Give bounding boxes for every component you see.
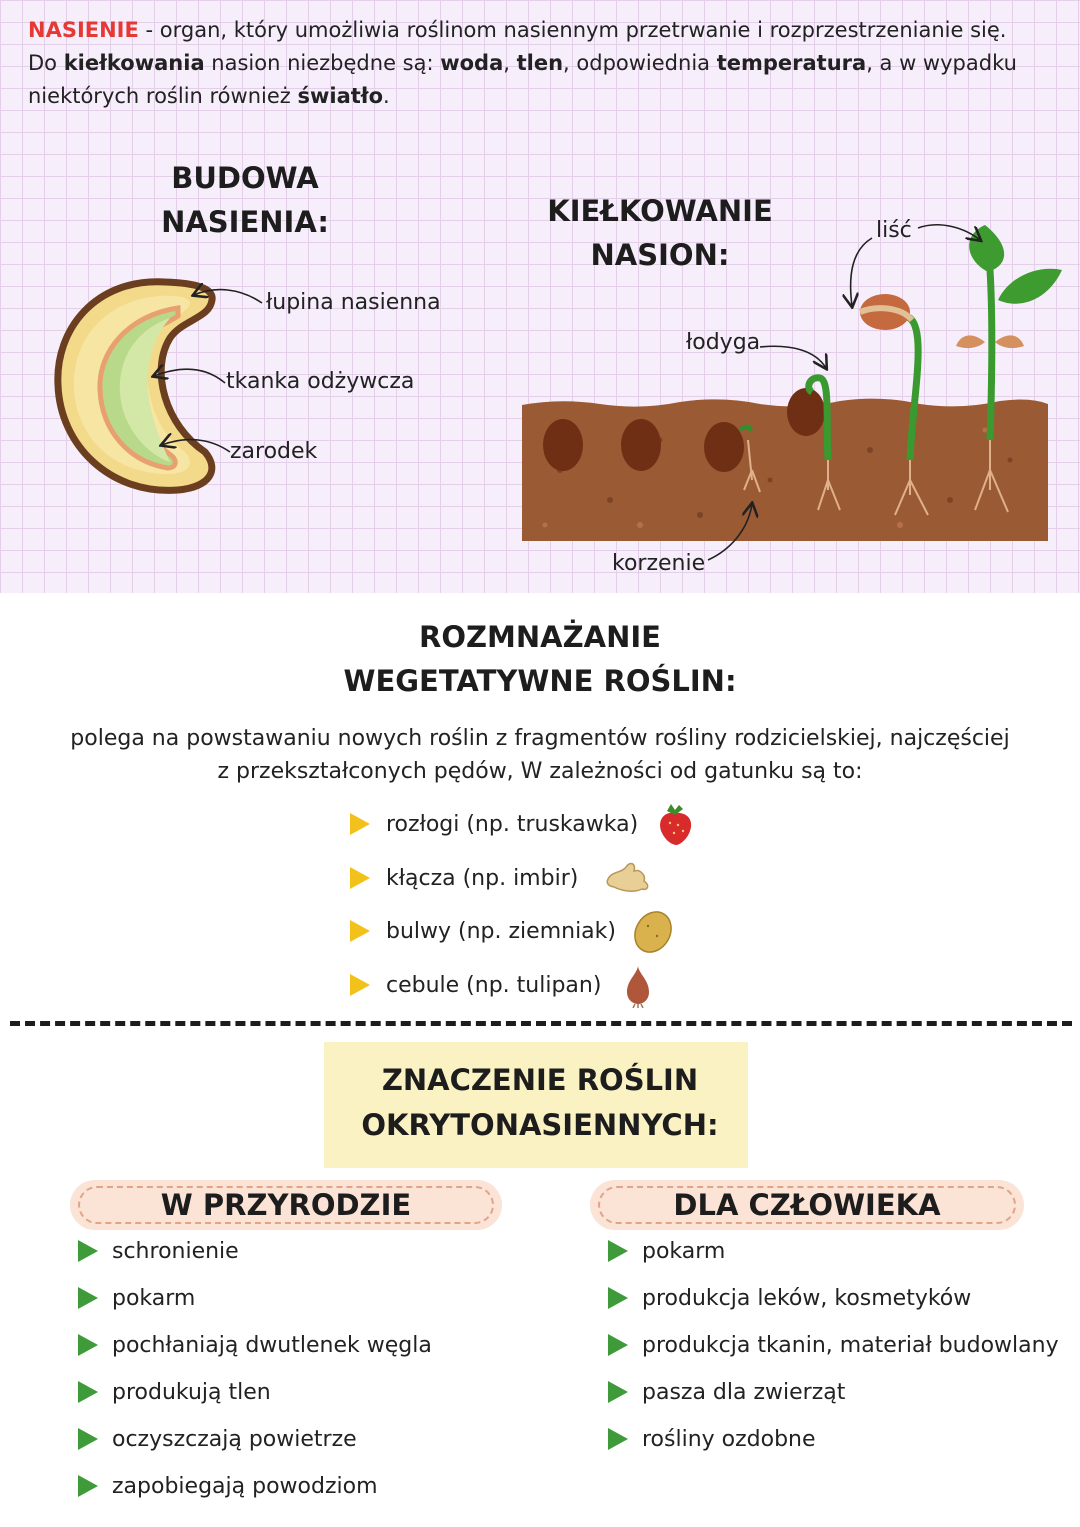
list-item <box>78 1231 239 1271</box>
intro-text: nasion niezbędne są: <box>204 51 441 75</box>
bean-2 <box>621 419 661 471</box>
intro-text: , odpowiednia <box>563 51 717 75</box>
list-item-label: rośliny ozdobne <box>642 1426 816 1452</box>
list-item <box>78 1466 378 1506</box>
kielkowanie-title-line1: KIEŁKOWANIE <box>547 194 773 228</box>
list-item-label: produkcja tkanin, materiał budowlany <box>642 1332 1059 1358</box>
budowa-title <box>145 156 345 244</box>
bullet-arrow-icon <box>608 1240 628 1262</box>
list-item-label: produkcja leków, kosmetyków <box>642 1285 972 1311</box>
arrow-lisc-1 <box>851 238 872 306</box>
bullet-arrow-icon <box>78 1334 98 1356</box>
budowa-title-line1: BUDOWA <box>171 161 319 195</box>
label-zarodek: zarodek <box>230 439 318 464</box>
wegetatywne-title-line2: WEGETATYWNE ROŚLIN: <box>343 664 737 698</box>
label-lisc: liść <box>876 218 912 243</box>
list-item <box>608 1325 1059 1365</box>
list-item <box>608 1231 725 1271</box>
list-item-label: rozłogi (np. truskawka) <box>386 811 639 837</box>
przyroda-title: W PRZYRODZIE <box>160 1188 412 1222</box>
list-item-label: bulwy (np. ziemniak) <box>386 918 616 944</box>
intro-bold-tlen: tlen <box>516 51 564 75</box>
list-item <box>78 1419 357 1459</box>
znaczenie-title-line2: OKRYTONASIENNYCH: <box>361 1108 719 1142</box>
description-line1: polega na powstawaniu nowych roślin z fragmentów rośliny rodzicielskiej, najczęściej <box>70 726 1010 751</box>
list-item-label: schronienie <box>112 1238 239 1264</box>
intro-line1-rest: - organ, który umożliwia roślinom nasiennym przetrwanie i rozprzestrzenianie się. <box>138 18 1007 42</box>
intro-text: , <box>503 51 517 75</box>
list-item-label: pokarm <box>112 1285 196 1311</box>
label-lodyga: łodyga <box>686 330 761 355</box>
label-tkanka: tkanka odżywcza <box>226 369 415 394</box>
illustrations <box>0 0 1080 593</box>
budowa-title-line2: NASIENIA: <box>161 205 329 239</box>
label-korzenie: korzenie <box>612 551 706 576</box>
znaczenie-title <box>324 1058 756 1148</box>
list-item <box>350 965 661 1005</box>
list-item <box>350 858 662 898</box>
list-item-label: produkują tlen <box>112 1379 271 1405</box>
description-line2: z przekształconych pędów, W zależności od gatunku są to: <box>217 759 863 784</box>
bullet-arrow-icon <box>78 1475 98 1497</box>
list-item-label: zapobiegają powodziom <box>112 1473 378 1499</box>
kielkowanie-title-line2: NASION: <box>590 238 730 272</box>
list-item <box>78 1278 195 1318</box>
list-item <box>78 1325 432 1365</box>
wegetatywne-title <box>0 615 1080 703</box>
label-lupina: łupina nasienna <box>266 290 441 315</box>
intro-text: niektórych roślin również <box>28 84 298 108</box>
list-item-label: pochłaniają dwutlenek węgla <box>112 1332 432 1358</box>
wegetatywne-description <box>40 722 1040 788</box>
znaczenie-title-line1: ZNACZENIE ROŚLIN <box>381 1063 699 1097</box>
strawberry-icon <box>652 801 698 847</box>
ginger-icon <box>592 855 662 901</box>
bullet-arrow-icon <box>608 1334 628 1356</box>
potato-icon <box>630 908 676 954</box>
list-item-label: kłącza (np. imbir) <box>386 865 579 891</box>
bullet-arrow-icon <box>608 1381 628 1403</box>
list-item <box>350 911 676 951</box>
list-item <box>608 1419 816 1459</box>
bullet-arrow-icon <box>78 1381 98 1403</box>
kielkowanie-title <box>530 189 790 277</box>
list-item-label: pasza dla zwierząt <box>642 1379 846 1405</box>
seed-diagram <box>58 282 212 491</box>
bullet-arrow-icon <box>350 974 370 996</box>
bullet-arrow-icon <box>608 1428 628 1450</box>
bullet-arrow-icon <box>78 1428 98 1450</box>
przyroda-header <box>70 1180 502 1230</box>
list-item <box>78 1372 271 1412</box>
list-item-label: cebule (np. tulipan) <box>386 972 602 998</box>
intro-bold-kielkowania: kiełkowania <box>63 51 205 75</box>
bullet-arrow-icon <box>350 920 370 942</box>
list-item-label: pokarm <box>642 1238 726 1264</box>
section-divider <box>10 1021 1072 1026</box>
bullet-arrow-icon <box>350 813 370 835</box>
intro-bold-woda: woda <box>440 51 504 75</box>
wegetatywne-title-line1: ROZMNAŻANIE <box>419 620 661 654</box>
intro-bold-temperatura: temperatura <box>716 51 867 75</box>
bullet-arrow-icon <box>78 1287 98 1309</box>
intro-text: Do <box>28 51 64 75</box>
intro-term: NASIENIE <box>28 18 139 42</box>
list-item <box>350 804 698 844</box>
arrow-lodyga <box>760 346 826 368</box>
bean-1 <box>543 419 583 471</box>
intro-text: . <box>383 84 390 108</box>
list-item <box>608 1278 971 1318</box>
intro-text: , a w wypadku <box>866 51 1017 75</box>
czlowiek-header <box>590 1180 1024 1230</box>
list-item-label: oczyszczają powietrze <box>112 1426 357 1452</box>
bullet-arrow-icon <box>350 867 370 889</box>
bullet-arrow-icon <box>608 1287 628 1309</box>
bulb-icon <box>615 962 661 1008</box>
bullet-arrow-icon <box>78 1240 98 1262</box>
arrow-lisc-2 <box>918 225 980 240</box>
czlowiek-title: DLA CZŁOWIEKA <box>673 1188 941 1222</box>
intro-bold-swiatlo: światło <box>297 84 384 108</box>
soil <box>522 399 1048 541</box>
list-item <box>608 1372 845 1412</box>
